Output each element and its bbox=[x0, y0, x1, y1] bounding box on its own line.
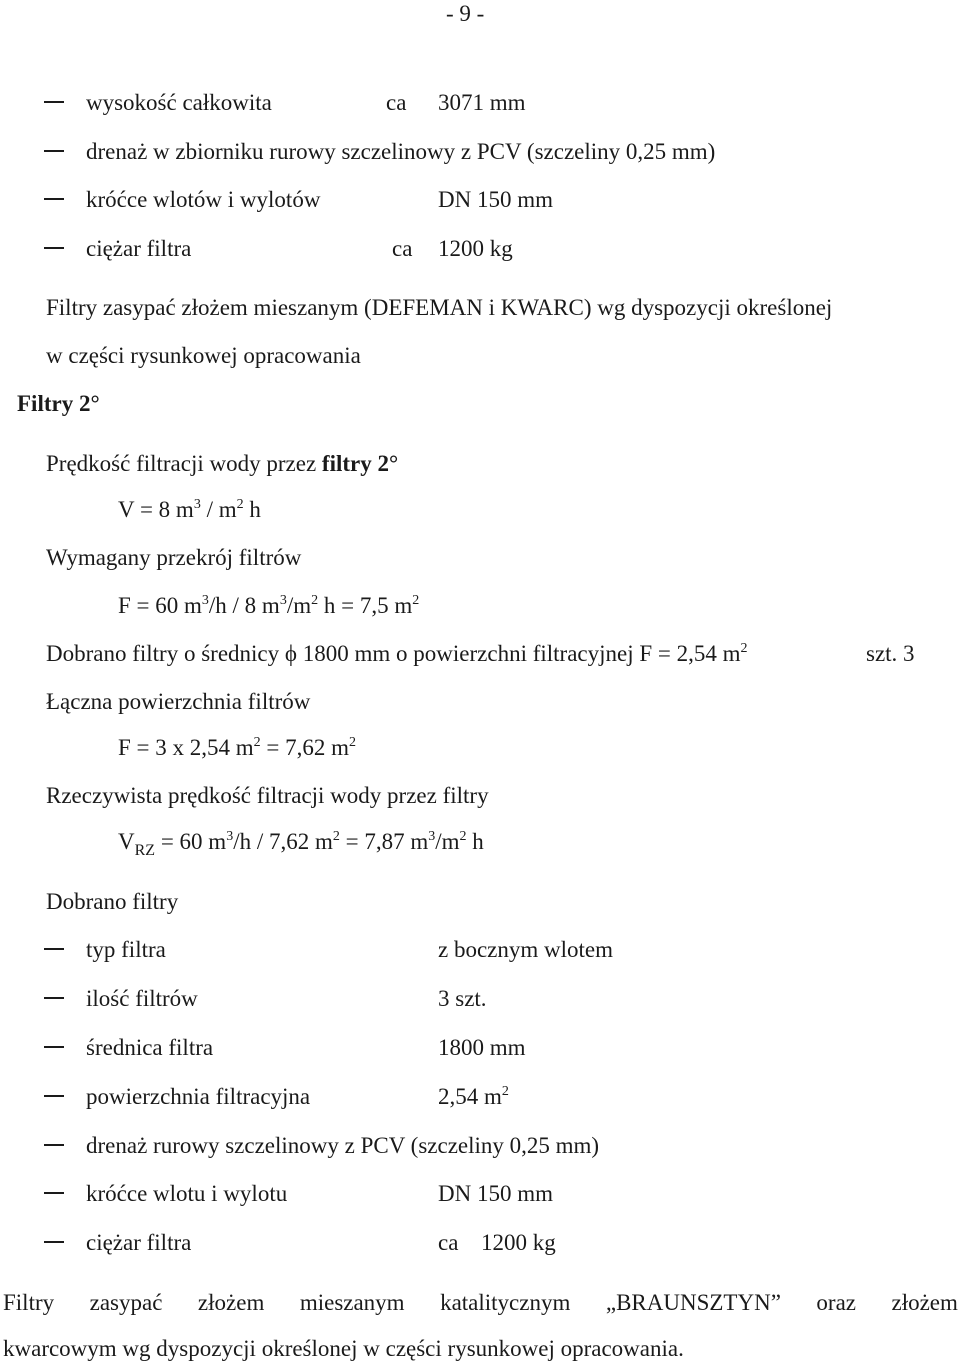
list-item-label: wysokość całkowita bbox=[86, 90, 272, 115]
paragraph-line: w części rysunkowej opracowania bbox=[46, 343, 361, 368]
list-item-label: średnica filtra bbox=[86, 1035, 214, 1060]
list-item-value: 1200 kg bbox=[438, 236, 513, 261]
list-item-label: ciężar filtra bbox=[86, 236, 192, 261]
list-bullet bbox=[44, 1192, 64, 1194]
speed-label: Prędkość filtracji wody przez filtry 2° bbox=[46, 451, 399, 476]
list-item-value: 1800 mm bbox=[438, 1035, 526, 1060]
speed-formula: V = 8 $m^3 / m^2$ h bbox=[118, 497, 261, 522]
list-item-prefix: ca bbox=[386, 90, 407, 115]
paragraph-line: Filtry zasypać złożem mieszanym (DEFEMAN i KWARC) wg dyspozycji określonej bbox=[46, 295, 833, 320]
paragraph-line: kwarcowym wg dyspozycji określonej w części rysunkowej opracowania. bbox=[3, 1336, 684, 1361]
list-bullet bbox=[44, 247, 64, 249]
list-bullet bbox=[44, 150, 64, 152]
word: złożem bbox=[197, 1290, 265, 1315]
list-item-value: 1200 kg bbox=[481, 1230, 556, 1255]
list-bullet bbox=[44, 1144, 64, 1146]
word: „BRAUNSZTYN” bbox=[605, 1290, 781, 1315]
word: Filtry bbox=[3, 1290, 55, 1315]
list-item-label: powierzchnia filtracyjna bbox=[86, 1084, 311, 1109]
word: mieszanym bbox=[299, 1290, 405, 1315]
list-item-label: króćce wlotów i wylotów bbox=[86, 187, 321, 212]
list-item-label: drenaż rurowy szczelinowy z PCV (szczeliny 0,25 mm) bbox=[86, 1133, 600, 1158]
cross-section-label: Wymagany przekrój filtrów bbox=[46, 545, 302, 570]
word: złożem bbox=[891, 1290, 958, 1315]
section-heading: Filtry 2° bbox=[17, 391, 100, 416]
list-item-value: 3071 mm bbox=[438, 90, 526, 115]
list-item-value: 3 szt. bbox=[438, 986, 487, 1011]
list-item-label: drenaż w zbiorniku rurowy szczelinowy z PCV (szczeliny 0,25 mm) bbox=[86, 139, 716, 164]
list-item-value: 2,54 $m^2$ bbox=[438, 1084, 509, 1109]
list-bullet bbox=[44, 1095, 64, 1097]
list-bullet bbox=[44, 1241, 64, 1243]
list-item-label: ilość filtrów bbox=[86, 986, 198, 1011]
chosen-filters-line: Dobrano filtry o średnicy ϕ 1800 mm o powierzchni filtracyjnej F = 2,54 $m^2$ bbox=[46, 641, 748, 666]
list-item-prefix: ca bbox=[438, 1230, 459, 1255]
list-item-label: króćce wlotu i wylotu bbox=[86, 1181, 288, 1206]
total-area-formula: F = 3 x 2,54 $m^2 = 7,62$ $m^2$ bbox=[118, 735, 357, 760]
list-bullet bbox=[44, 997, 64, 999]
real-speed-label: Rzeczywista prędkość filtracji wody przez filtry bbox=[46, 783, 489, 808]
list-item-label: ciężar filtra bbox=[86, 1230, 192, 1255]
list-bullet bbox=[44, 101, 64, 103]
chosen-count: szt. 3 bbox=[866, 641, 915, 666]
phi-symbol: ϕ bbox=[284, 641, 297, 666]
real-speed-formula: $V_{RZ} = 60$ $m^3/h / 7,62$ $m^2 = 7,87$ $m^3/m^2$ h bbox=[118, 829, 484, 859]
chosen-filters-heading: Dobrano filtry bbox=[46, 889, 179, 914]
word: katalitycznym bbox=[440, 1290, 571, 1315]
list-item-value: DN 150 mm bbox=[438, 187, 553, 212]
paragraph-line-justified bbox=[3, 1291, 958, 1314]
list-item-label: typ filtra bbox=[86, 937, 166, 962]
cross-section-formula: F = 60 $m^3/h / 8$ $m^3/m^2$ h = 7,5 $m^2$ bbox=[118, 593, 420, 618]
page-number: - 9 - bbox=[446, 1, 485, 26]
list-item-prefix: ca bbox=[392, 236, 413, 261]
list-item-value: DN 150 mm bbox=[438, 1181, 553, 1206]
list-bullet bbox=[44, 198, 64, 200]
list-bullet bbox=[44, 1046, 64, 1048]
word: oraz bbox=[816, 1290, 856, 1315]
list-bullet bbox=[44, 948, 64, 950]
list-item-value: z bocznym wlotem bbox=[438, 937, 614, 962]
total-area-label: Łączna powierzchnia filtrów bbox=[46, 689, 311, 714]
word: zasypać bbox=[89, 1290, 163, 1315]
